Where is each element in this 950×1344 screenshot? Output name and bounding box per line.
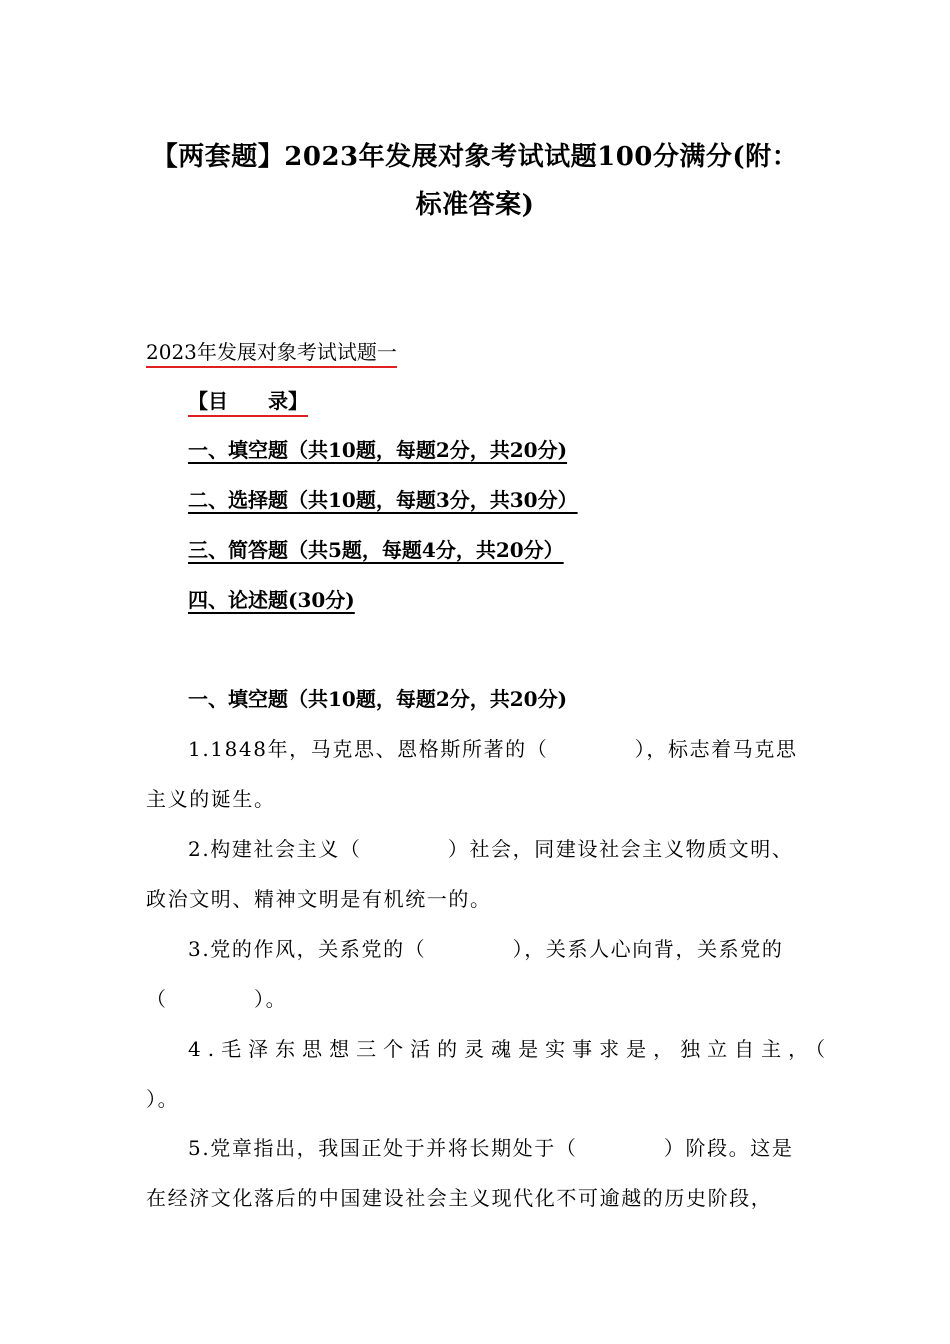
question-4-line1: 4.毛泽东思想三个活的灵魂是实事求是，独立自主，（ <box>188 1037 833 1061</box>
question-2-line1: 2.构建社会主义（ ）社会，同建设社会主义物质文明、 <box>188 837 794 861</box>
toc-item-label: 一、填空题（共10题，每题2分，共20分) <box>188 438 568 462</box>
toc-item-label: 二、选择题（共10题，每题3分，共30分） <box>188 488 578 512</box>
toc-item-3[interactable] <box>188 536 564 564</box>
question-1-line1: 1.1848年，马克思、恩格斯所著的（ ），标志着马克思 <box>188 737 798 761</box>
part1-heading: 一、填空题（共10题，每题2分，共20分) <box>188 687 568 711</box>
toc-item-label: 四、论述题(30分) <box>188 588 355 612</box>
question-4-line2: ）。 <box>146 1087 180 1111</box>
toc-heading <box>188 387 308 415</box>
toc-item-label: 三、简答题（共5题，每题4分，共20分） <box>188 538 564 562</box>
question-2-line2: 政治文明、精神文明是有机统一的。 <box>146 887 492 911</box>
toc-heading-text: 【目 录】 <box>188 389 308 417</box>
question-3-line1: 3.党的作风，关系党的（ ），关系人心向背，关系党的 <box>188 937 784 961</box>
toc-item-1[interactable] <box>188 436 567 464</box>
document-title-line1: 【两套题】2023年发展对象考试试题100分满分(附： <box>151 142 799 172</box>
toc-item-4[interactable] <box>188 586 355 614</box>
question-1-line2: 主义的诞生。 <box>146 787 276 811</box>
question-3-line2: （ ）。 <box>146 987 288 1011</box>
question-5-line1: 5.党章指出，我国正处于并将长期处于（ ）阶段。这是 <box>188 1136 794 1160</box>
question-5-line2: 在经济文化落后的中国建设社会主义现代化不可逾越的历史阶段， <box>146 1186 773 1210</box>
section-heading-text: 2023年发展对象考试试题一 <box>146 340 397 368</box>
toc-item-2[interactable] <box>188 486 578 514</box>
section-heading <box>146 338 397 366</box>
document-title-line2: 标准答案) <box>415 190 535 220</box>
